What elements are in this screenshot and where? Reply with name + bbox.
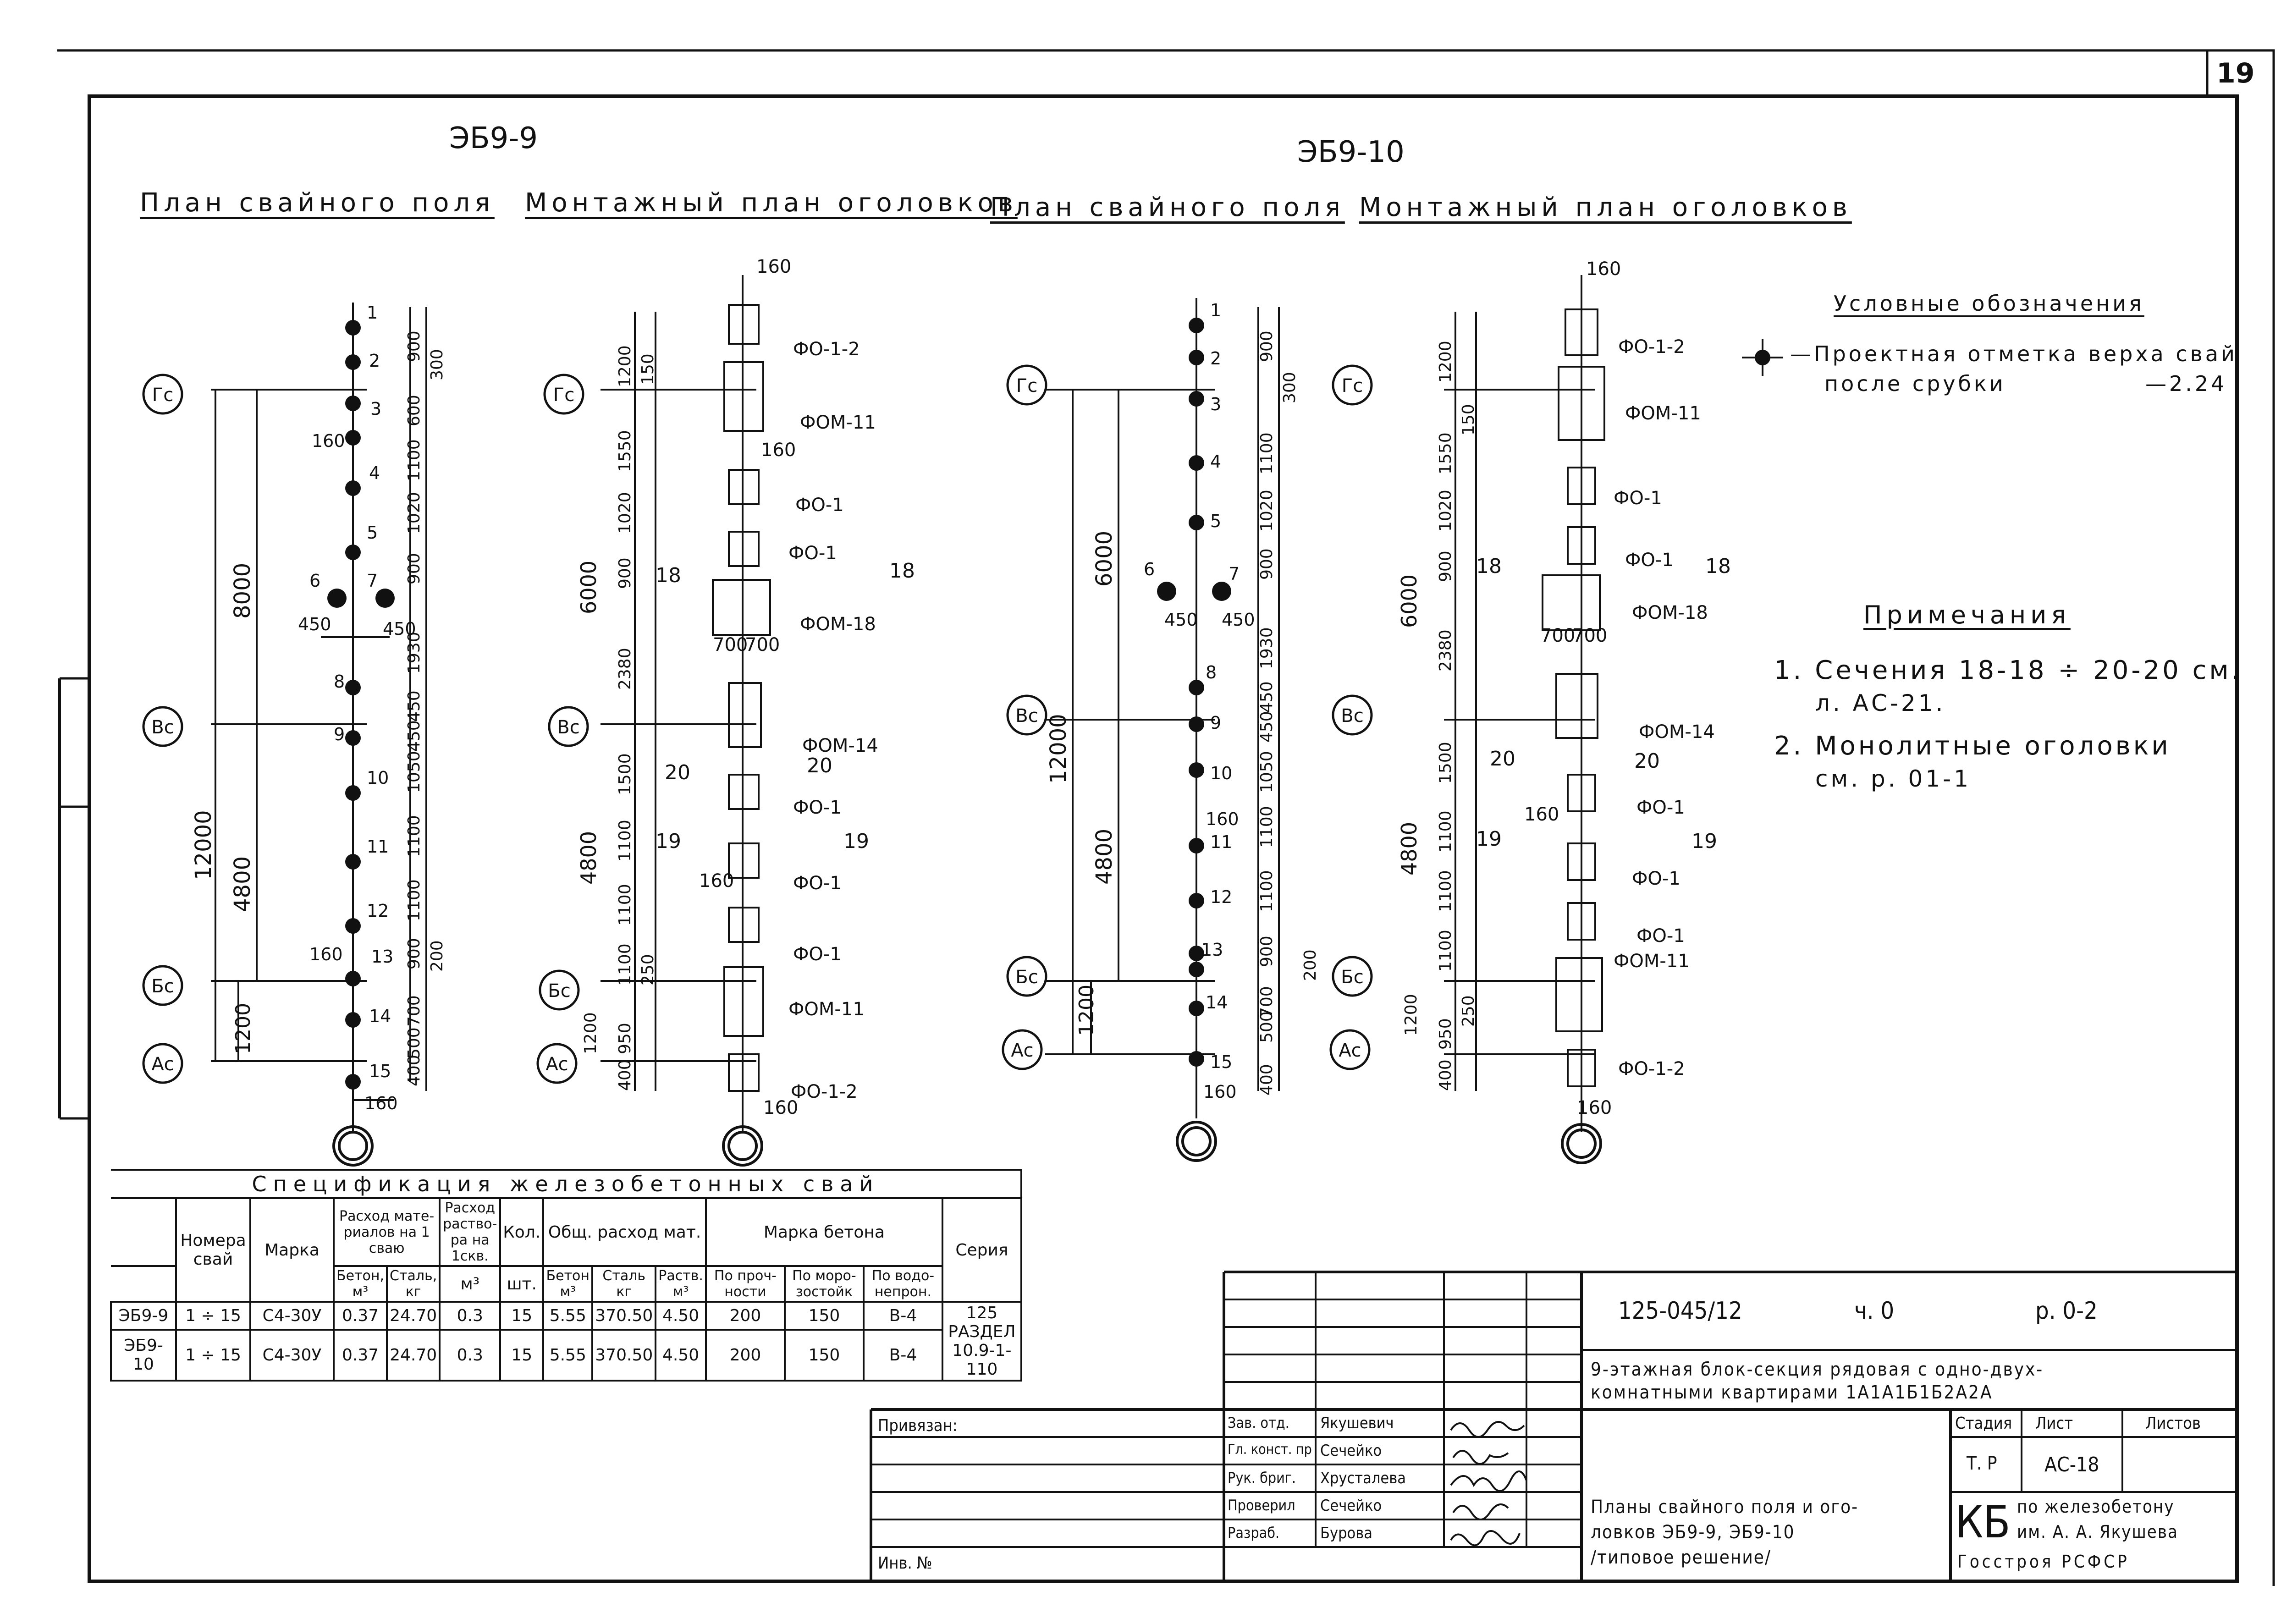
svg-text:1100: 1100 [1436, 870, 1455, 912]
svg-text:6: 6 [309, 571, 321, 591]
svg-text:900: 900 [1436, 551, 1455, 582]
svg-text:600: 600 [405, 395, 424, 426]
sheets-label: Листов [2145, 1414, 2201, 1433]
svg-text:1050: 1050 [1257, 751, 1276, 793]
staff-role-5: Разраб. [1228, 1524, 1280, 1541]
svg-text:Ас: Ас [545, 1054, 568, 1075]
svg-text:ФО-1: ФО-1 [1614, 488, 1662, 509]
svg-text:2: 2 [369, 351, 380, 371]
staff-role-1: Зав. отд. [1228, 1414, 1289, 1431]
staff-name-5: Бурова [1320, 1524, 1372, 1542]
spec-s-t-beton: Бетон м³ [543, 1266, 592, 1302]
svg-text:160: 160 [699, 870, 734, 892]
svg-text:2: 2 [1210, 348, 1222, 369]
spec-cell: 370.50 [592, 1302, 656, 1330]
svg-text:160: 160 [1206, 809, 1239, 829]
spec-cell: 4.50 [656, 1302, 706, 1330]
spec-row-name: ЭБ9-9 [111, 1302, 176, 1330]
sheet-title-1: Планы свайного поля и ого- [1591, 1497, 1859, 1518]
svg-text:12: 12 [1210, 887, 1233, 907]
svg-text:12000: 12000 [191, 810, 216, 880]
bound-label: Привязан: [878, 1416, 958, 1435]
svg-text:4800: 4800 [230, 856, 255, 912]
spec-cell: С4-30У [250, 1302, 334, 1330]
spec-s-mortar: м³ [440, 1266, 500, 1302]
note-1-cont: л. АС-21. [1815, 690, 1946, 716]
svg-text:450: 450 [1257, 711, 1276, 743]
svg-text:1100: 1100 [1257, 806, 1276, 848]
svg-text:900: 900 [1257, 548, 1276, 580]
svg-text:ФО-1-2: ФО-1-2 [1618, 1058, 1685, 1079]
svg-text:20: 20 [1490, 747, 1515, 771]
svg-text:900: 900 [405, 938, 424, 969]
svg-text:2380: 2380 [1436, 629, 1455, 672]
svg-text:Гс: Гс [1341, 375, 1363, 396]
svg-text:1100: 1100 [616, 943, 634, 985]
note-1: 1. Сечения 18-18 ÷ 20-20 см. [1774, 655, 2242, 685]
svg-text:160: 160 [763, 1097, 799, 1118]
svg-text:Гс: Гс [152, 385, 174, 406]
svg-text:1: 1 [367, 303, 378, 323]
sheet-title-2: ловков ЭБ9-9, ЭБ9-10 [1591, 1522, 1795, 1543]
svg-text:160: 160 [1524, 804, 1559, 825]
svg-text:11: 11 [367, 837, 389, 857]
svg-text:1020: 1020 [405, 492, 424, 534]
svg-text:1200: 1200 [1402, 994, 1421, 1036]
svg-text:Вс: Вс [557, 717, 580, 738]
svg-text:1100: 1100 [1257, 432, 1276, 474]
spec-s-frost: По моро-зостойк [785, 1266, 864, 1302]
spec-h-total: Общ. расход мат. [543, 1198, 706, 1266]
svg-text:ФО-1: ФО-1 [788, 543, 837, 564]
spec-cell: 15 [500, 1302, 543, 1330]
svg-text:1500: 1500 [1436, 742, 1455, 784]
svg-text:7: 7 [367, 571, 378, 591]
spec-cell: 0.3 [440, 1302, 500, 1330]
svg-text:ФОМ-11: ФОМ-11 [1625, 403, 1701, 424]
doc-code: 125-045/12 [1618, 1297, 1742, 1325]
spec-cell: 24.70 [387, 1302, 440, 1330]
svg-text:160: 160 [1203, 1082, 1237, 1102]
svg-text:160: 160 [309, 944, 343, 964]
spec-cell: 4.50 [656, 1330, 706, 1381]
svg-text:ФО-1-2: ФО-1-2 [1618, 336, 1685, 358]
svg-text:1100: 1100 [405, 439, 424, 481]
svg-text:1050: 1050 [405, 751, 424, 793]
svg-text:6000: 6000 [1091, 530, 1117, 587]
svg-text:160: 160 [756, 256, 792, 277]
svg-text:300: 300 [1280, 372, 1299, 403]
spec-s-water: По водо-непрон. [864, 1266, 942, 1302]
svg-text:400: 400 [1257, 1064, 1276, 1096]
svg-text:ФО-1: ФО-1 [793, 873, 842, 894]
svg-text:14: 14 [1206, 992, 1228, 1013]
svg-text:ФО-1-2: ФО-1-2 [791, 1081, 858, 1102]
svg-text:900: 900 [1257, 936, 1276, 967]
svg-text:1100: 1100 [405, 815, 424, 857]
spec-h-mat: Расход мате-риалов на 1 сваю [334, 1198, 440, 1266]
staff-role-3: Рук. бриг. [1228, 1469, 1296, 1486]
spec-cell: 0.37 [334, 1302, 387, 1330]
spec-h-series: Серия [942, 1198, 1021, 1302]
spec-cell: 150 [785, 1330, 864, 1381]
spec-cell: 200 [706, 1302, 785, 1330]
svg-text:ФОМ-14: ФОМ-14 [802, 735, 878, 756]
svg-text:15: 15 [1210, 1052, 1233, 1072]
svg-text:450: 450 [405, 720, 424, 752]
svg-text:300: 300 [428, 349, 446, 380]
svg-text:Бс: Бс [151, 976, 174, 997]
svg-text:ФО-1: ФО-1 [793, 944, 842, 965]
svg-text:19: 19 [656, 830, 681, 853]
doc-part: ч. 0 [1854, 1297, 1895, 1325]
svg-text:8000: 8000 [230, 562, 255, 619]
project-line2: комнатными квартирами 1А1А1Б1Б2А2А [1591, 1382, 1993, 1403]
svg-text:ФОМ-11: ФОМ-11 [800, 412, 876, 433]
svg-text:1100: 1100 [616, 884, 634, 926]
svg-text:10: 10 [1210, 763, 1233, 783]
svg-text:ФОМ-18: ФОМ-18 [800, 614, 876, 635]
svg-text:700: 700 [1572, 625, 1608, 646]
spec-cell: 1 ÷ 15 [176, 1330, 250, 1381]
svg-text:200: 200 [428, 940, 446, 972]
org-line2: им. А. А. Якушева [2017, 1522, 2178, 1542]
spec-title: Спецификация железобетонных свай [111, 1170, 1021, 1198]
svg-text:Бс: Бс [548, 980, 571, 1002]
svg-text:Ас: Ас [1339, 1040, 1361, 1061]
spec-s-beton: Бетон, м³ [334, 1266, 387, 1302]
legend-line1: —Проектная отметка верха свай [1790, 341, 2237, 366]
spec-row-name: ЭБ9-10 [111, 1330, 176, 1381]
note-2: 2. Монолитные оголовки [1774, 731, 2171, 761]
sheet-label: Лист [2035, 1414, 2073, 1433]
org-line1: по железобетону [2017, 1497, 2175, 1517]
spec-cell: 5.55 [543, 1302, 592, 1330]
svg-text:3: 3 [370, 399, 382, 419]
title-pile-field-1: План свайного поля [140, 188, 495, 218]
svg-text:150: 150 [1459, 404, 1478, 435]
spec-cell: 370.50 [592, 1330, 656, 1381]
svg-text:19: 19 [843, 830, 869, 853]
svg-text:1100: 1100 [1436, 930, 1455, 972]
legend-title: Условные обозначения [1834, 291, 2144, 316]
svg-text:900: 900 [616, 557, 634, 589]
spec-cell: 24.70 [387, 1330, 440, 1381]
doc-section: р. 0-2 [2035, 1297, 2098, 1325]
svg-text:Гс: Гс [1016, 375, 1038, 396]
svg-text:6000: 6000 [576, 560, 601, 614]
staff-role-4: Проверил [1228, 1497, 1295, 1514]
svg-text:10: 10 [367, 768, 389, 788]
svg-text:160: 160 [312, 431, 345, 451]
spec-s-qty: шт. [500, 1266, 543, 1302]
svg-text:7: 7 [1229, 564, 1240, 584]
svg-text:1500: 1500 [616, 753, 634, 795]
svg-text:200: 200 [1301, 949, 1320, 981]
title-pile-field-2: План свайного поля [990, 193, 1345, 222]
spec-h-concrete: Марка бетона [706, 1198, 942, 1266]
stage-label: Стадия [1955, 1414, 2012, 1433]
spec-cell: В-4 [864, 1302, 942, 1330]
spec-s-t-mortar: Раств. м³ [656, 1266, 706, 1302]
spec-h-qty: Кол. [500, 1198, 543, 1266]
svg-text:ФО-1: ФО-1 [1636, 797, 1685, 818]
spec-s-steel: Сталь, кг [387, 1266, 440, 1302]
svg-text:12000: 12000 [1046, 714, 1071, 784]
svg-text:4800: 4800 [576, 831, 601, 885]
org-mark: КБ [1955, 1497, 2011, 1548]
svg-text:ФОМ-11: ФОМ-11 [1614, 951, 1690, 972]
svg-text:5: 5 [367, 523, 378, 543]
spec-h-mortar: Расход раство-ра на 1скв. [440, 1198, 500, 1266]
svg-text:1100: 1100 [1257, 870, 1276, 912]
svg-text:250: 250 [1459, 995, 1478, 1027]
svg-text:13: 13 [1201, 940, 1223, 960]
svg-text:3: 3 [1210, 394, 1222, 414]
sheet-number: 19 [2216, 57, 2255, 89]
svg-text:4: 4 [1210, 451, 1222, 472]
svg-text:700: 700 [745, 634, 780, 655]
svg-text:1930: 1930 [1257, 627, 1276, 669]
svg-text:450: 450 [405, 690, 424, 722]
svg-text:1200: 1200 [581, 1012, 600, 1054]
svg-text:ФО-1: ФО-1 [1636, 925, 1685, 947]
svg-text:15: 15 [369, 1061, 391, 1081]
svg-text:ФО-1: ФО-1 [1632, 868, 1680, 889]
svg-text:450: 450 [298, 614, 331, 634]
svg-text:150: 150 [639, 353, 657, 385]
svg-text:4: 4 [369, 463, 380, 483]
staff-name-1: Якушевич [1320, 1414, 1394, 1432]
svg-text:450: 450 [1222, 610, 1255, 630]
svg-text:900: 900 [1257, 330, 1276, 362]
svg-text:11: 11 [1210, 832, 1233, 852]
notes-title: Примечания [1863, 600, 2071, 629]
svg-text:400: 400 [1436, 1059, 1455, 1091]
svg-text:160: 160 [364, 1093, 398, 1113]
svg-text:250: 250 [639, 954, 657, 985]
svg-text:700: 700 [1257, 986, 1276, 1018]
svg-text:900: 900 [405, 330, 424, 362]
svg-text:1100: 1100 [616, 820, 634, 862]
svg-text:400: 400 [405, 1055, 424, 1086]
svg-text:1550: 1550 [616, 430, 634, 472]
spec-h-nums: Номера свай [176, 1198, 250, 1302]
spec-cell: 15 [500, 1330, 543, 1381]
svg-text:1100: 1100 [1436, 810, 1455, 853]
svg-text:1200: 1200 [231, 1003, 255, 1054]
svg-text:19: 19 [1691, 830, 1717, 853]
svg-text:1200: 1200 [616, 345, 634, 387]
spec-h-mark: Марка [250, 1198, 334, 1302]
svg-text:6000: 6000 [1397, 574, 1421, 628]
stage-value: Т. Р [1967, 1453, 1997, 1474]
svg-text:500: 500 [1257, 1011, 1276, 1043]
spec-s-strength: По проч-ности [706, 1266, 785, 1302]
svg-text:950: 950 [1436, 1018, 1455, 1050]
spec-series: 125 РАЗДЕЛ 10.9-1-110 [942, 1302, 1021, 1381]
mark-right: ЭБ9-10 [1297, 135, 1405, 169]
svg-text:160: 160 [1586, 259, 1621, 280]
spec-cell: 0.3 [440, 1330, 500, 1381]
title-mount-plan-1: Монтажный план оголовков [525, 188, 1018, 218]
spec-s-t-steel: Сталь кг [592, 1266, 656, 1302]
svg-text:160: 160 [761, 440, 796, 461]
svg-text:1550: 1550 [1436, 432, 1455, 474]
svg-text:ФОМ-11: ФОМ-11 [788, 999, 865, 1020]
svg-text:18: 18 [656, 564, 681, 587]
svg-text:700: 700 [1540, 625, 1576, 646]
spec-cell: 150 [785, 1302, 864, 1330]
svg-text:1100: 1100 [405, 879, 424, 921]
svg-text:1200: 1200 [1075, 985, 1098, 1036]
svg-text:160: 160 [1577, 1097, 1612, 1118]
svg-text:ФО-1: ФО-1 [1625, 550, 1674, 571]
svg-text:4800: 4800 [1091, 828, 1117, 885]
svg-text:1020: 1020 [1436, 490, 1455, 532]
svg-text:950: 950 [616, 1023, 634, 1054]
svg-text:18: 18 [1705, 555, 1731, 578]
svg-text:12: 12 [367, 901, 389, 921]
svg-text:Ас: Ас [1011, 1040, 1034, 1061]
svg-text:13: 13 [371, 947, 394, 967]
svg-text:700: 700 [713, 634, 748, 655]
sheet-value: АС-18 [2044, 1453, 2099, 1476]
svg-text:500: 500 [405, 1027, 424, 1059]
staff-name-3: Хрусталева [1320, 1469, 1406, 1487]
svg-text:18: 18 [889, 559, 915, 583]
svg-text:5: 5 [1210, 511, 1222, 531]
svg-text:20: 20 [1634, 749, 1660, 773]
svg-text:ФО-1: ФО-1 [795, 495, 844, 516]
legend-value: —2.24 [2145, 371, 2227, 396]
svg-text:14: 14 [369, 1006, 391, 1026]
spec-cell: 1 ÷ 15 [176, 1302, 250, 1330]
svg-text:8: 8 [1206, 662, 1217, 683]
svg-text:450: 450 [1257, 681, 1276, 713]
note-2-cont: см. р. 01-1 [1815, 765, 1971, 792]
svg-text:Бс: Бс [1015, 967, 1038, 988]
svg-text:1: 1 [1210, 300, 1222, 320]
svg-text:450: 450 [1164, 610, 1198, 630]
svg-text:ФО-1-2: ФО-1-2 [793, 339, 860, 360]
svg-text:ФО-1: ФО-1 [793, 797, 842, 818]
svg-text:Гс: Гс [553, 385, 575, 406]
svg-text:20: 20 [807, 754, 832, 777]
svg-text:1020: 1020 [1257, 490, 1276, 532]
spec-cell: 0.37 [334, 1330, 387, 1381]
svg-text:ФОМ-18: ФОМ-18 [1632, 602, 1708, 623]
project-line1: 9-этажная блок-секция рядовая с одно-двух- [1591, 1359, 2044, 1380]
svg-text:18: 18 [1476, 555, 1502, 578]
svg-text:20: 20 [665, 761, 690, 784]
title-mount-plan-2: Монтажный план оголовков [1359, 193, 1852, 222]
spec-cell: В-4 [864, 1330, 942, 1381]
org-line3: Госстроя РСФСР [1957, 1552, 2130, 1572]
staff-role-2: Гл. конст. пр [1228, 1442, 1312, 1458]
svg-text:9: 9 [334, 724, 345, 744]
svg-text:1020: 1020 [616, 492, 634, 534]
svg-text:Вс: Вс [151, 717, 174, 738]
legend-line2: после срубки [1824, 371, 2006, 396]
inv-label: Инв. № [878, 1554, 932, 1573]
svg-text:Вс: Вс [1015, 705, 1038, 727]
svg-text:4800: 4800 [1397, 821, 1421, 875]
svg-text:9: 9 [1210, 713, 1222, 733]
spec-cell: 5.55 [543, 1330, 592, 1381]
svg-text:700: 700 [405, 995, 424, 1027]
svg-text:ФОМ-14: ФОМ-14 [1639, 721, 1715, 743]
svg-text:6: 6 [1144, 559, 1155, 579]
svg-text:19: 19 [1476, 827, 1502, 851]
mark-left: ЭБ9-9 [449, 121, 538, 155]
svg-text:Вс: Вс [1341, 705, 1364, 727]
spec-cell: 200 [706, 1330, 785, 1381]
sheet-title-3: /типовое решение/ [1591, 1547, 1772, 1568]
staff-name-2: Сечейко [1320, 1442, 1382, 1460]
svg-text:2380: 2380 [616, 648, 634, 690]
staff-name-4: Сечейко [1320, 1497, 1382, 1515]
svg-text:400: 400 [616, 1059, 634, 1091]
svg-text:Бс: Бс [1341, 967, 1364, 988]
svg-text:8: 8 [334, 672, 345, 692]
svg-text:900: 900 [405, 553, 424, 584]
svg-text:1930: 1930 [405, 632, 424, 674]
svg-text:Ас: Ас [151, 1054, 174, 1075]
spec-cell: С4-30У [250, 1330, 334, 1381]
svg-text:450: 450 [383, 619, 416, 639]
svg-text:1200: 1200 [1436, 341, 1455, 383]
